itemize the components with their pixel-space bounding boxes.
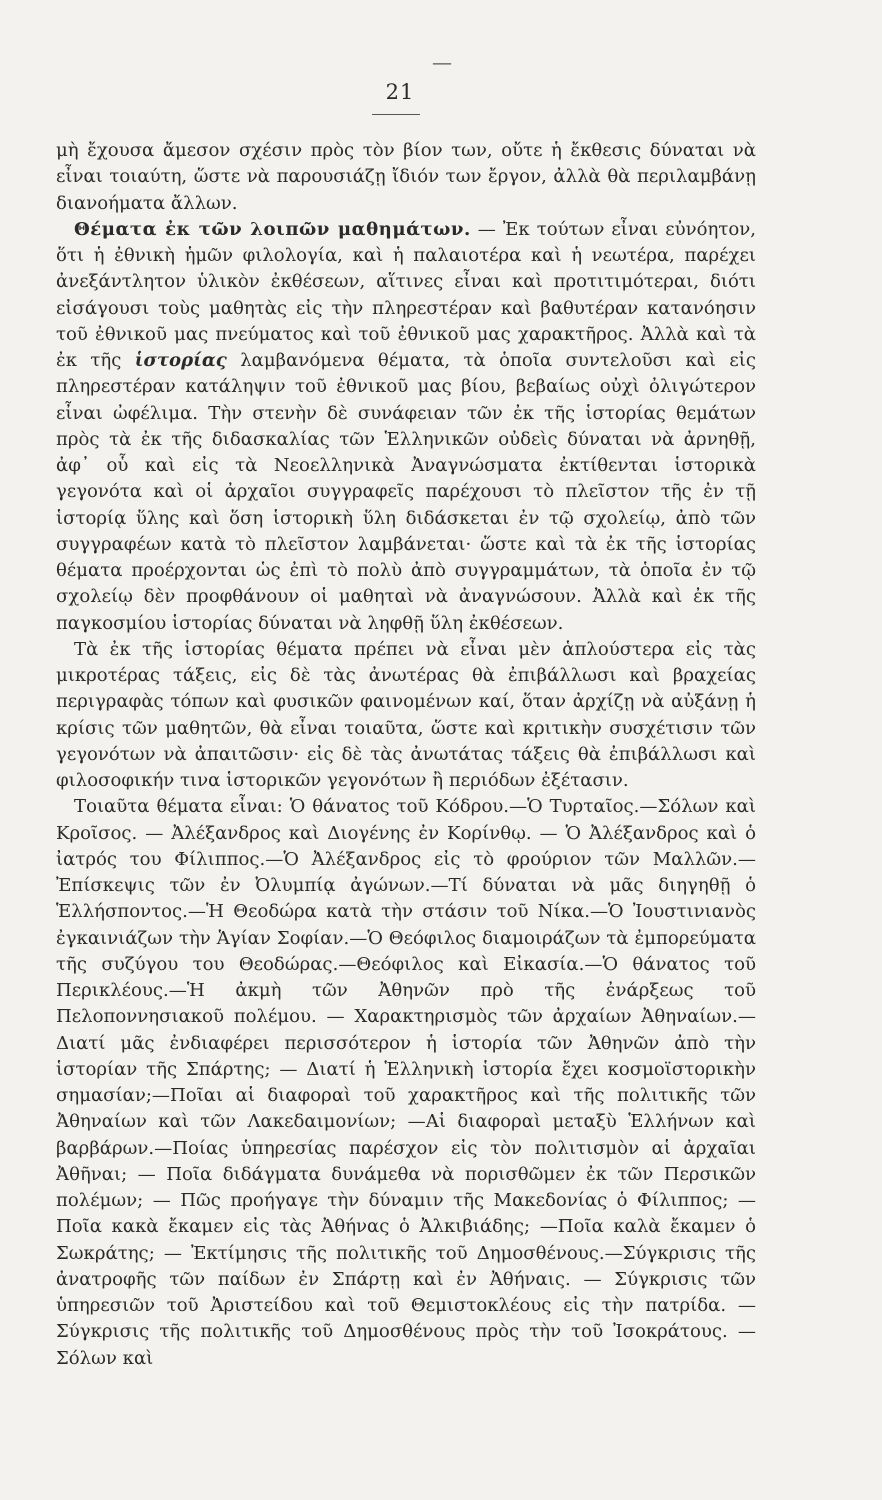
page-number-underline	[372, 114, 420, 115]
paragraph-3: Τὰ ἐκ τῆς ἱστορίας θέματα πρέπει νὰ εἶναι μὲν ἁπλούστερα εἰς τὰς μικροτέρας τάξεις, εἰς δὲ τὰς ἀνωτέρας θὰ ἐπιβάλλωσι καὶ βραχείας περιγραφὰς τόπων καὶ φυσικῶν φαινομένων καί, ὅταν ἀρχίζῃ νὰ αὐξάνῃ ἡ κρίσις τῶν μαθητῶν, θὰ εἶναι τοιαῦτα, ὥστε καὶ κριτικὴν συσχέτισιν τῶν γεγονότων νὰ ἀπαιτῶσιν· εἰς δὲ τὰς ἀνωτάτας τάξεις θὰ ἐπιβάλλωσι καὶ φιλοσοφικήν τινα ἱστορικῶν γεγονότων ἢ περιόδων ἐξέτασιν.	[56, 638, 756, 791]
paragraph-1: μὴ ἔχουσα ἄμεσον σχέσιν πρὸς τὸν βίον των, οὔτε ἡ ἔκθεσις δύναται νὰ εἶναι τοιαύτη, ὥστε νὰ παρουσιάζῃ ἴδιόν των ἔργον, ἀλλὰ θὰ περιλαμβάνῃ διανοήματα ἄλλων.	[56, 140, 756, 214]
paragraph-2-text-b: λαμβανόμενα θέματα, τὰ ὁποῖα συντελοῦσι καὶ εἰς πληρεστέραν κατάληψιν τοῦ ἐθνικοῦ μας βίου, βεβαίως οὐχὶ ὀλιγώτερον εἶναι ὠφέλιμα. Τὴν στενὴν δὲ συνάφειαν τῶν ἐκ τῆς ἱστορίας θεμάτων πρὸς τὰ ἐκ τῆς διδασκαλίας τῶν Ἑλληνικῶν οὐδεὶς δύναται νὰ ἀρνηθῇ, ἀφ᾽ οὗ καὶ εἰς τὰ Νεοελληνικὰ Ἀναγνώσματα ἐκτίθενται ἱστορικὰ γεγονότα καὶ οἱ ἀρχαῖοι συγγραφεῖς παρέχουσι τὸ πλεῖστον τῆς ἐν τῇ ἱστορίᾳ ὕλης καὶ ὅση ἱστορικὴ ὕλη διδάσκεται ἐν τῷ σχολείῳ, ἀπὸ τῶν συγγραφέων κατὰ τὸ πλεῖστον λαμβάνεται· ὥστε καὶ τὰ ἐκ τῆς ἱστορίας θέματα προέρχονται ὡς ἐπὶ τὸ πολὺ ἀπὸ συγγραμμάτων, τὰ ὁποῖα ἐν τῷ σχολείῳ δὲν προφθάνουν οἱ μαθηταὶ νὰ ἀναγνώσουν. Ἀλλὰ καὶ ἐκ τῆς παγκοσμίου ἱστορίας δύναται νὰ ληφθῇ ὕλη ἐκθέσεων.	[56, 350, 756, 634]
paragraph-2	[56, 217, 756, 637]
top-dash: —	[432, 50, 452, 74]
paragraph-4: Τοιαῦτα θέματα εἶναι: Ὁ θάνατος τοῦ Κόδρου.—Ὁ Τυρταῖος.—Σόλων καὶ Κροῖσος. — Ἀλέξανδρος καὶ Διογένης ἐν Κορίνθῳ. — Ὁ Ἀλέξανδρος καὶ ὁ ἰατρός του Φίλιππος.—Ὁ Ἀλέξανδρος εἰς τὸ φρούριον τῶν Μαλλῶν.—Ἐπίσκεψις τῶν ἐν Ὀλυμπίᾳ ἀγώνων.—Τί δύναται νὰ μᾶς διηγηθῇ ὁ Ἑλλήσποντος.—Ἡ Θεοδώρα κατὰ τὴν στάσιν τοῦ Νίκα.—Ὁ Ἰουστινιανὸς ἐγκαινιάζων τὴν Ἁγίαν Σοφίαν.—Ὁ Θεόφιλος διαμοιράζων τὰ ἐμπορεύματα τῆς συζύγου του Θεοδώρας.—Θεόφιλος καὶ Εἰκασία.—Ὁ θάνατος τοῦ Περικλέους.—Ἡ ἀκμὴ τῶν Ἀθηνῶν πρὸ τῆς ἐνάρξεως τοῦ Πελοποννησιακοῦ πολέμου. — Χαρακτηρισμὸς τῶν ἀρχαίων Ἀθηναίων.—Διατί μᾶς ἐνδιαφέρει περισσότερον ἡ ἱστορία τῶν Ἀθηνῶν ἀπὸ τὴν ἱστορίαν τῆς Σπάρτης; — Διατί ἡ Ἑλληνικὴ ἱστορία ἔχει κοσμοϊστορικὴν σημασίαν;—Ποῖαι αἱ διαφοραὶ τοῦ χαρακτῆρος καὶ τῆς πολιτικῆς τῶν Ἀθηναίων καὶ τῶν Λακεδαιμονίων; —Αἱ διαφοραὶ μεταξὺ Ἑλλήνων καὶ βαρβάρων.—Ποίας ὑπηρεσίας παρέσχον εἰς τὸν πολιτισμὸν αἱ ἀρχαῖαι Ἀθῆναι; — Ποῖα διδάγματα δυνάμεθα νὰ πορισθῶμεν ἐκ τῶν Περσικῶν πολέμων; — Πῶς προήγαγε τὴν δύναμιν τῆς Μακεδονίας ὁ Φίλιππος; —Ποῖα κακὰ ἔκαμεν εἰς τὰς Ἀθήνας ὁ Ἀλκιβιάδης; —Ποῖα καλὰ ἔκαμεν ὁ Σωκράτης; — Ἐκτίμησις τῆς πολιτικῆς τοῦ Δημοσθένους.—Σύγκρισις τῆς ἀνατροφῆς τῶν παίδων ἐν Σπάρτῃ καὶ ἐν Ἀθήναις. — Σύγκρισις τῶν ὑπηρεσιῶν τοῦ Ἀριστείδου καὶ τοῦ Θεμιστοκλέους εἰς τὴν πατρίδα. — Σύγκρισις τῆς πολιτικῆς τοῦ Δημοσθένους πρὸς τὴν τοῦ Ἰσοκράτους. — Σόλων καὶ	[56, 796, 756, 1369]
body-text	[56, 138, 756, 1372]
emphasized-word: ἱστορίας	[134, 350, 227, 371]
section-heading: Θέματα ἐκ τῶν λοιπῶν μαθημάτων.	[74, 218, 471, 240]
page-number: 21	[385, 80, 415, 104]
paragraph-2-text-a: — Ἐκ τούτων εἶναι εὐνόητον, ὅτι ἡ ἐθνικὴ ἡμῶν φιλολογία, καὶ ἡ παλαιοτέρα καὶ ἡ νεωτέρα, παρέχει ἀνεξάντλητον ὑλικὸν ἐκθέσεων, αἵτινες εἶναι καὶ προτιτιμότεραι, διότι εἰσάγουσι τοὺς μαθητὰς εἰς τὴν πληρεστέραν καὶ βαθυτέραν κατανόησιν τοῦ ἐθνικοῦ μας πνεύματος καὶ τοῦ ἐθνικοῦ μας χαρακτῆρος. Ἀλλὰ καὶ τὰ ἐκ τῆς	[56, 218, 756, 371]
